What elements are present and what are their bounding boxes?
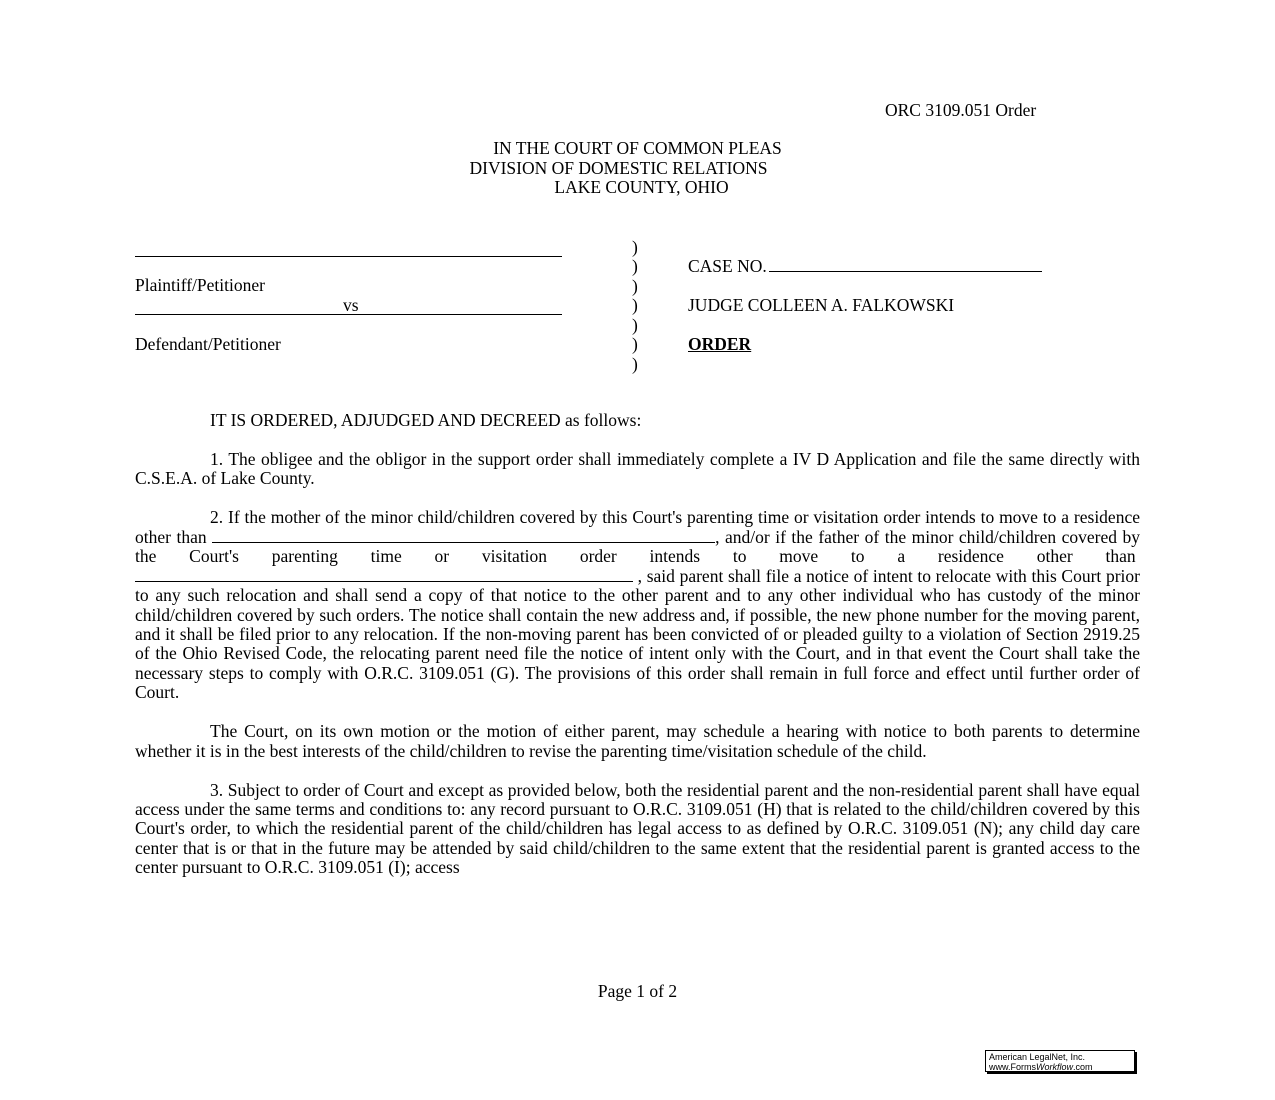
caption-paren: ) bbox=[632, 237, 638, 257]
defendant-name-line[interactable] bbox=[135, 314, 562, 315]
case-number bbox=[688, 256, 1042, 277]
caption-paren: ) bbox=[632, 334, 638, 354]
page-number: Page 1 of 2 bbox=[597, 981, 678, 1001]
document-title: ORDER bbox=[688, 334, 752, 354]
father-residence-field[interactable] bbox=[135, 567, 633, 582]
mother-residence-field[interactable] bbox=[212, 528, 715, 543]
versus-label: vs bbox=[343, 295, 359, 315]
item-2-text-c: , said parent shall file a notice of intent to relocate with this Court prior to any such relocation and shall send a copy of that notice to the other parent and to any other individual who has custody of the minor child/children covered by such orders. The notice shall contain the new address and, if possible, the new phone number for the moving parent, and it shall be filed prior to any relocation. If the non-moving parent has been convicted of or pleaded guilty to a violation of Section 2919.25 of the Ohio Revised Code, the relocating parent need file the notice of intent only with the Court, and in that event the Court shall take the necessary steps to comply with O.R.C. 3109.051 (G). The provisions of this order shall remain in full force and effect until further order of Court. bbox=[135, 565, 1140, 703]
case-number-label: CASE NO. bbox=[688, 256, 767, 276]
plaintiff-name-line[interactable] bbox=[135, 256, 562, 257]
court-heading bbox=[0, 139, 1275, 198]
court-line-2: DIVISION OF DOMESTIC RELATIONS bbox=[469, 157, 768, 178]
publisher-url: www.FormsWorkflow.com bbox=[989, 1062, 1093, 1072]
court-line-1: IN THE COURT OF COMMON PLEAS bbox=[493, 138, 782, 158]
caption-paren: ) bbox=[632, 315, 638, 335]
publisher-name: American LegalNet, Inc. bbox=[989, 1052, 1086, 1062]
item-2-text-a: 2. If the mother of the minor child/children covered by this Court's parenting time or visitation order intends to move to a residence other than bbox=[135, 507, 1140, 547]
judge-name: JUDGE COLLEEN A. FALKOWSKI bbox=[688, 295, 955, 315]
case-number-field[interactable] bbox=[769, 257, 1042, 272]
plaintiff-label: Plaintiff/Petitioner bbox=[135, 275, 265, 295]
item-2 bbox=[135, 508, 1140, 703]
caption-paren: ) bbox=[632, 354, 638, 374]
caption-paren: ) bbox=[632, 256, 638, 276]
defendant-label: Defendant/Petitioner bbox=[135, 334, 281, 354]
publisher-badge[interactable] bbox=[985, 1050, 1135, 1072]
court-motion-paragraph: The Court, on its own motion or the motion of either parent, may schedule a hearing with notice to both parents to determine whether it is in the best interests of the child/children to revise the parenting time/visitation schedule of the child. bbox=[135, 721, 1140, 761]
court-line-3: LAKE COUNTY, OHIO bbox=[554, 177, 729, 197]
item-1: 1. The obligee and the obligor in the support order shall immediately complete a IV D Application and file the same directly with C.S.E.A. of Lake County. bbox=[135, 448, 1140, 489]
caption-paren: ) bbox=[632, 295, 638, 315]
order-intro: IT IS ORDERED, ADJUDGED AND DECREED as follows: bbox=[210, 410, 642, 430]
caption-paren: ) bbox=[632, 276, 638, 296]
order-body bbox=[135, 411, 1140, 878]
form-code: ORC 3109.051 Order bbox=[885, 100, 1037, 120]
item-2-text-b: , and/or if the father of the minor child/children covered by the Court's parenting time or visitation order intends to move to a residence other than bbox=[135, 526, 1140, 567]
item-3: 3. Subject to order of Court and except as provided below, both the residential parent and the non-residential parent shall have equal access under the same terms and conditions to: any record pursuant to O.R.C. 3109.051 (H) that is related to the child/children covered by this Court's order, to which the residential parent of the child/children has legal access to as defined by O.R.C. 3109.051 (N); any child day care center that is or that in the future may be attended by said child/children to the same extent that the residential parent is granted access to the center pursuant to O.R.C. 3109.051 (I); access bbox=[135, 779, 1140, 878]
